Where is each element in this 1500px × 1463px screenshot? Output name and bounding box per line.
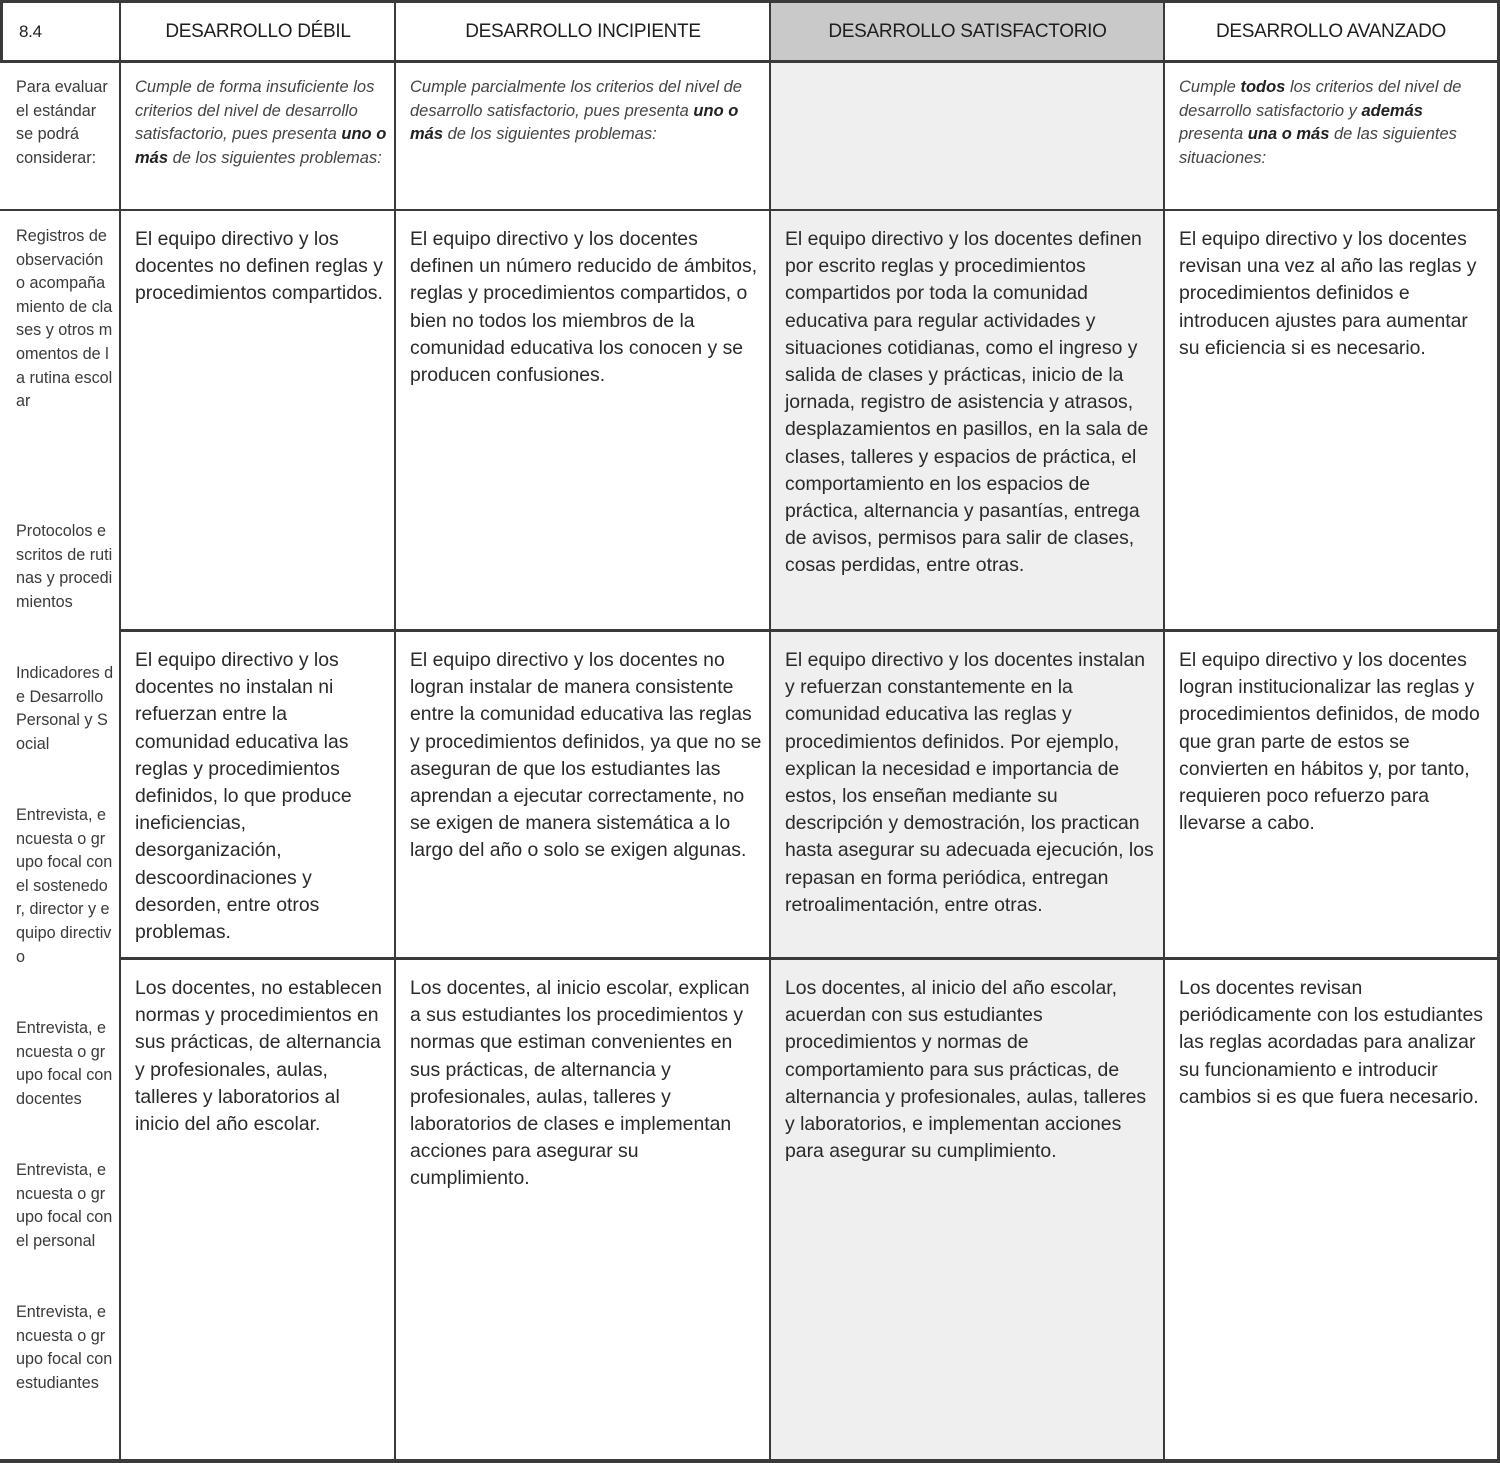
row1-satisfactorio: El equipo directivo y los docentes definen por escrito reglas y procedimientos compartidos por toda la comunidad educativa para regular actividades y situaciones cotidianas, como el ingreso y salida de clases y prácticas, inicio de la jornada, registro de asistencia y atrasos, desplazamientos en pasillos, en la sala de clases, talleres y espacios de práctica, el comportamiento en los espacios de práctica, alternancia y pasantías, entrega de avisos, permisos para salir de clases, cosas perdidas, entre otras. [785, 228, 1149, 577]
intro-debil-text-1: Cumple de forma insuficiente los criterios del nivel de desarrollo satisfactorio, pues presenta [135, 78, 375, 143]
row2-satisfactorio: El equipo directivo y los docentes instalan y refuerzan constantemente en la comunidad educativa las reglas y procedimientos definidos. Por ejemplo, explican la necesidad e importancia de estos, los enseñan mediante su descripción y demostración, los practican hasta asegurar su adecuada ejecución, los repasan en forma periódica, entregan retroalimentación, entre otras. [785, 649, 1154, 916]
border-col2 [394, 0, 396, 1463]
intro-avanzado [1165, 63, 1497, 209]
intro-incipiente-text-2: de los siguientes problemas: [443, 125, 657, 143]
intro-avanzado-bold-1: todos [1240, 78, 1286, 96]
source-item: Entrevista, encuesta o grupo focal con estudiantes [16, 1303, 113, 1392]
border-col3 [769, 0, 771, 1463]
intro-incipiente-text-1: Cumple parcialmente los criterios del nivel de desarrollo satisfactorio, pues presenta [410, 78, 742, 120]
border-row2-bottom [119, 957, 1500, 960]
row1-debil: El equipo directivo y los docentes no definen reglas y procedimientos compartidos. [135, 228, 383, 305]
standard-code: 8.4 [19, 21, 42, 41]
border-intro-bottom [0, 209, 1500, 211]
source-item: Entrevista, encuesta o grupo focal con docentes [16, 1019, 113, 1108]
row3-avanzado: Los docentes revisan periódicamente con los estudiantes las reglas acordadas para analizar su funcionamiento e introducir cambios si es que fuera necesario. [1179, 977, 1483, 1108]
row1-avanzado: El equipo directivo y los docentes revisan una vez al año las reglas y procedimientos definidos e introducen ajustes para aumentar su eficiencia si es necesario. [1179, 228, 1477, 359]
source-item: Protocolos escritos de rutinas y procedimientos [16, 522, 113, 611]
row2-debil: El equipo directivo y los docentes no instalan ni refuerzan entre la comunidad educativa las reglas y procedimientos definidos, lo que produce ineficiencias, desorganización, descoordinaciones y desorden, entre otros problemas. [135, 649, 352, 944]
header-debil: DESARROLLO DÉBIL [165, 20, 351, 42]
source-item: Entrevista, encuesta o grupo focal con el personal [16, 1161, 113, 1250]
row3-incipiente: Los docentes, al inicio escolar, explican a sus estudiantes los procedimientos y normas que estiman convenientes en sus prácticas, de alternancia y profesionales, aulas, talleres y laboratorios de clases e implementan acciones para asegurar su cumplimiento. [410, 977, 750, 1190]
intro-satisfactorio [771, 63, 1164, 209]
intro-incipiente [396, 63, 770, 209]
intro-avanzado-text-3: presenta [1179, 125, 1248, 143]
intro-avanzado-text-2: los criterios del nivel de desarrollo satisfactorio y [1179, 78, 1462, 120]
intro-avanzado-bold-3: una o más [1247, 125, 1330, 143]
header-incipiente: DESARROLLO INCIPIENTE [465, 20, 701, 42]
row1-incipiente: El equipo directivo y los docentes definen un número reducido de ámbitos, reglas y procedimientos compartidos, o bien no todos los miembros de la comunidad educativa los conocen y se producen confusiones. [410, 228, 758, 387]
row3-satisfactorio: Los docentes, al inicio del año escolar, acuerdan con sus estudiantes procedimientos y normas de comportamiento para sus prácticas, de alternancia y profesionales, aulas, talleres y laboratorios, e implementan acciones para asegurar su cumplimiento. [785, 977, 1147, 1163]
intro-incipiente-bold-1: uno o más [410, 101, 739, 143]
intro-debil [121, 63, 395, 209]
border-col1 [119, 0, 121, 1463]
border-left [0, 0, 3, 63]
source-item: Registros de observación o acompañamiento de clases y otros momentos de la rutina escolar [16, 227, 113, 411]
row3-debil: Los docentes, no establecen normas y procedimientos en sus prácticas, de alternancia y profesionales, aulas, talleres y laboratorios al inicio del año escolar. [135, 977, 382, 1136]
border-col4 [1163, 0, 1165, 1463]
row2-avanzado: El equipo directivo y los docentes logran institucionalizar las reglas y procedimientos definidos, de modo que gran parte de estos se convierten en hábitos y, por tanto, requieren poco refuerzo para llevarse a cabo. [1179, 649, 1480, 835]
evidence-sources [0, 213, 118, 1459]
border-row1-bottom [119, 629, 1500, 632]
intro-debil-bold-1: uno o más [135, 125, 387, 167]
intro-avanzado-bold-2: además [1361, 101, 1423, 120]
border-bottom [0, 1459, 1500, 1463]
header-avanzado: DESARROLLO AVANZADO [1215, 20, 1447, 42]
border-header-bottom [0, 60, 1500, 63]
intro-debil-text-2: de los siguientes problemas: [168, 148, 382, 167]
source-item: Indicadores de Desarrollo Personal y Social [16, 664, 114, 753]
border-top [0, 0, 1500, 3]
intro-avanzado-text-1: Cumple [1179, 78, 1241, 96]
row2-incipiente: El equipo directivo y los docentes no logran instalar de manera consistente entre la comunidad educativa las reglas y procedimientos definidos, ya que no se aseguran de que los estudiantes las aprendan a ejecutar correctamente, no se exigen de manera sistemática a lo largo del año o solo se exigen algunas. [410, 649, 762, 862]
consider-label: Para evaluar el estándar se podrá considerar: [16, 78, 108, 167]
source-item: Entrevista, encuesta o grupo focal con el sostenedor, director y equipo directivo [16, 806, 113, 966]
header-satisfactorio: DESARROLLO SATISFACTORIO [828, 20, 1107, 42]
intro-avanzado-text-4: de las siguientes situaciones: [1179, 125, 1457, 167]
